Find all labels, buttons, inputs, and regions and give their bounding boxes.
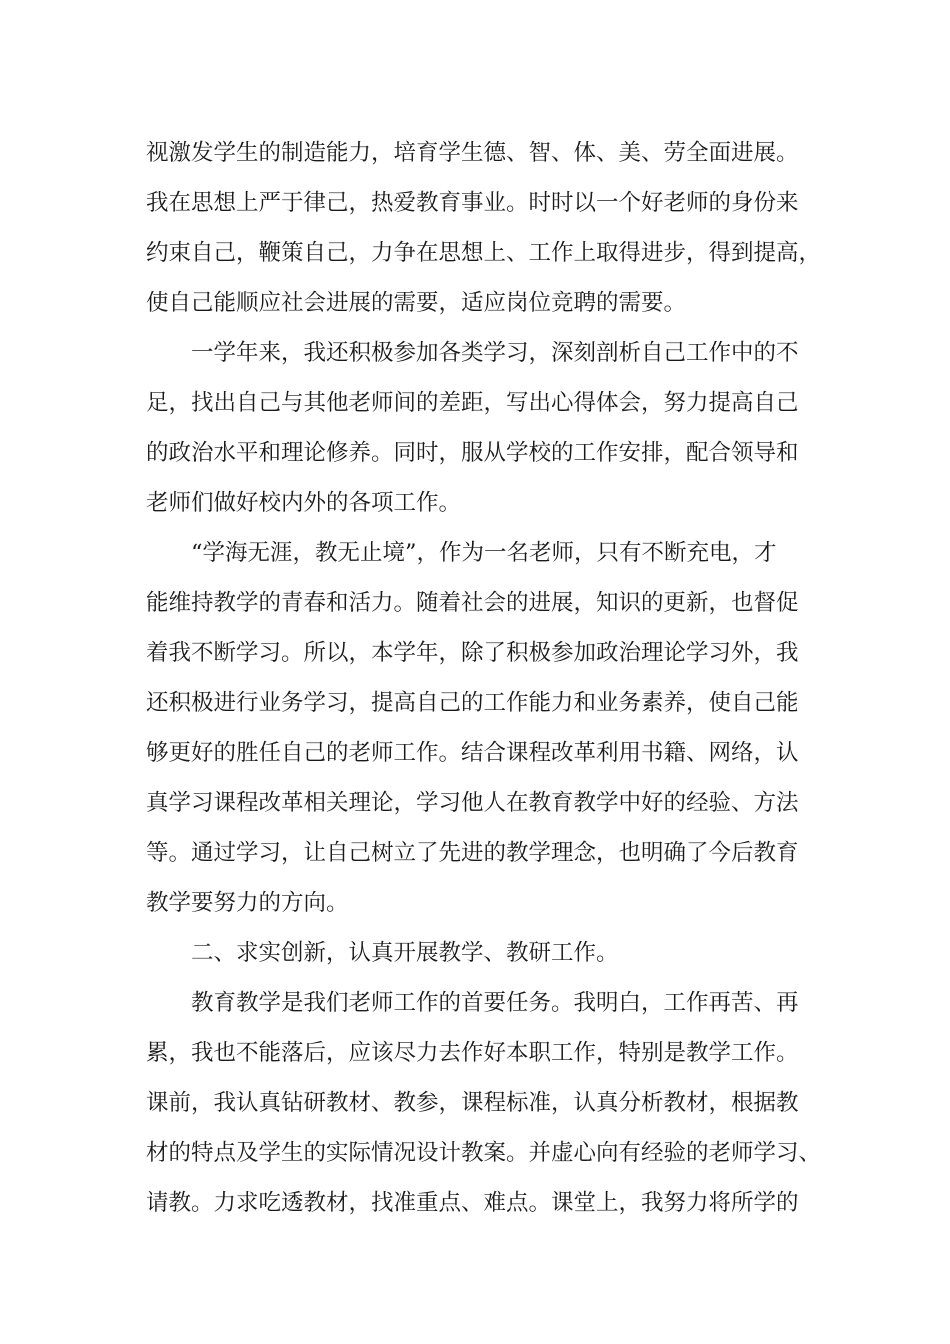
text-line: 视激发学生的制造能力，培育学生德、智、体、美、劳全面进展。: [146, 140, 799, 166]
text-line: 教学要努力的方向。: [146, 890, 349, 916]
text-line: 一学年来，我还积极参加各类学习，深刻剖析自己工作中的不: [191, 340, 799, 366]
text-line: 我在思想上严于律己，热爱教育事业。时时以一个好老师的身份来: [146, 190, 799, 216]
text-line: 能维持教学的青春和活力。随着社会的进展，知识的更新，也督促: [146, 590, 799, 616]
text-line: 的政治水平和理论修养。同时，服从学校的工作安排，配合领导和: [146, 440, 799, 466]
text-line: 等。通过学习，让自己树立了先进的教学理念，也明确了今后教育: [146, 840, 799, 866]
document-body: [146, 128, 826, 1228]
text-line: 材的特点及学生的实际情况设计教案。并虚心向有经验的老师学习、: [146, 1140, 822, 1166]
text-line: 累，我也不能落后，应该尽力去作好本职工作，特别是教学工作。: [146, 1040, 799, 1066]
text-line: 还积极进行业务学习，提高自己的工作能力和业务素养，使自己能: [146, 690, 799, 716]
text-line: 二、求实创新，认真开展教学、教研工作。: [191, 940, 619, 966]
text-line: 请教。力求吃透教材，找准重点、难点。课堂上，我努力将所学的: [146, 1190, 799, 1216]
text-line: 课前，我认真钻研教材、教参，课程标准，认真分析教材，根据教: [146, 1090, 799, 1116]
text-line: 够更好的胜任自己的老师工作。结合课程改革利用书籍、网络，认: [146, 740, 799, 766]
text-line: 老师们做好校内外的各项工作。: [146, 490, 462, 516]
text-line: 着我不断学习。所以，本学年，除了积极参加政治理论学习外，我: [146, 640, 799, 666]
text-line: 使自己能顺应社会进展的需要，适应岗位竞聘的需要。: [146, 290, 687, 316]
text-line: “学海无涯，教无止境”，作为一名老师，只有不断充电，才: [191, 540, 777, 566]
text-line: 教育教学是我们老师工作的首要任务。我明白，工作再苦、再: [191, 990, 799, 1016]
text-line: 真学习课程改革相关理论，学习他人在教育教学中好的经验、方法: [146, 790, 799, 816]
text-line: 约束自己，鞭策自己，力争在思想上、工作上取得进步，得到提高，: [146, 240, 822, 266]
text-line: 足，找出自己与其他老师间的差距，写出心得体会，努力提高自己: [146, 390, 799, 416]
